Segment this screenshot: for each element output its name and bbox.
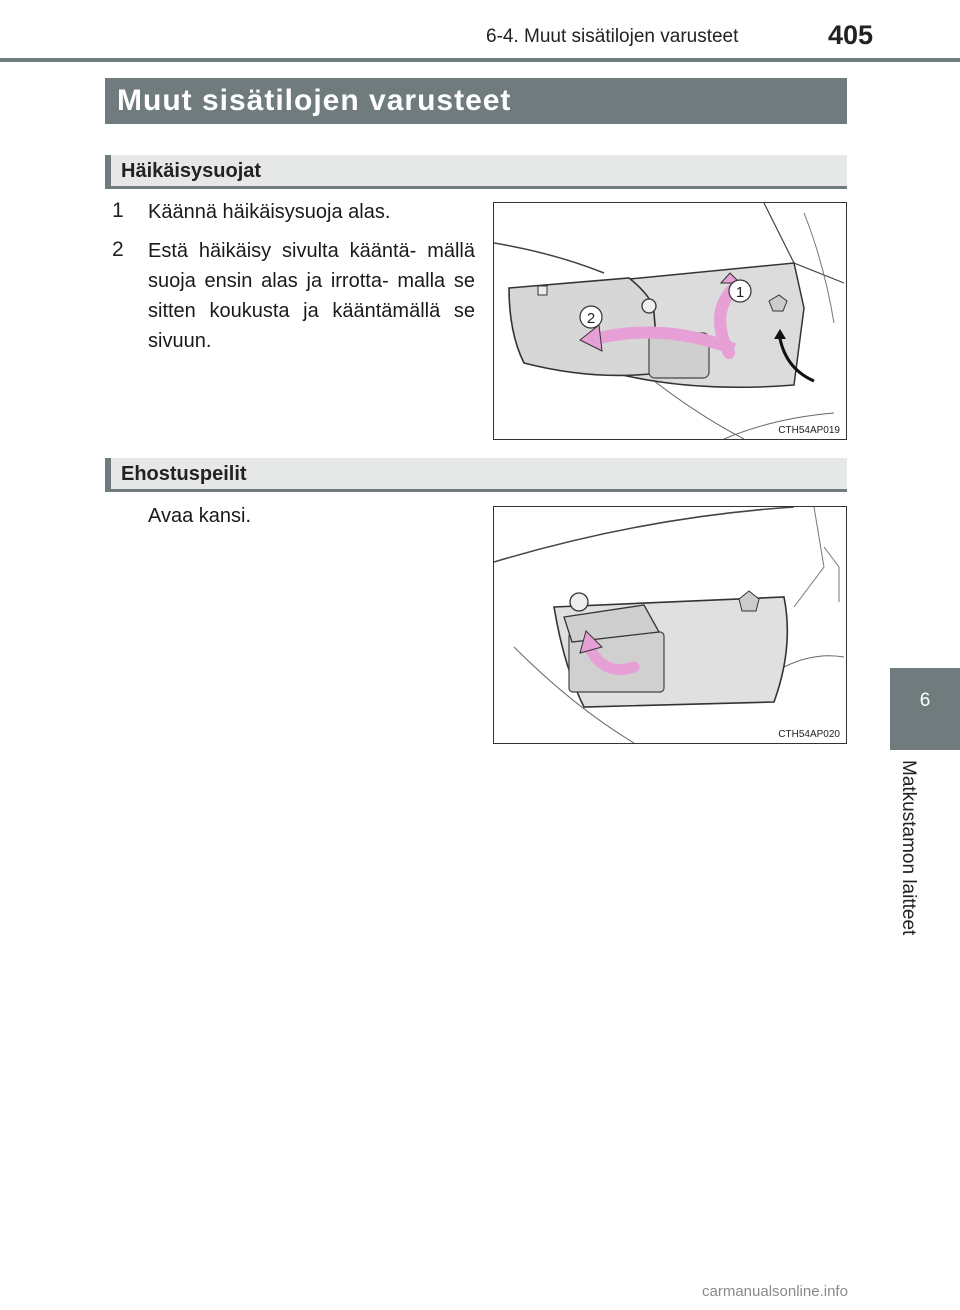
sun-visor-drawing — [494, 203, 846, 439]
main-title-banner: Muut sisätilojen varusteet — [105, 78, 847, 124]
callout-1: 1 — [735, 284, 745, 301]
page-number: 405 — [828, 20, 874, 50]
sun-visor-illustration — [493, 202, 847, 440]
chapter-number: 6 — [919, 690, 931, 711]
vanity-mirror-drawing — [494, 507, 846, 743]
vanity-mirror-illustration — [493, 506, 847, 744]
step-text: Estä häikäisy sivulta kääntä- mällä suoja ensin alas ja irrotta- malla se sitten koukusta ja kääntämällä se sivuun. — [148, 240, 475, 352]
header-rule — [0, 58, 960, 62]
section-heading-vanity-mirrors: Ehostuspeilit — [105, 458, 847, 492]
callout-2: 2 — [586, 310, 596, 327]
chapter-label: Matkustamon laitteet — [898, 760, 919, 936]
header-section-title: 6-4. Muut sisätilojen varusteet — [486, 26, 739, 47]
step-number: 2 — [112, 238, 124, 261]
instruction-text: Avaa kansi. — [148, 505, 252, 527]
section-heading-sun-visors: Häikäisysuojat — [105, 155, 847, 189]
watermark: carmanualsonline.info — [702, 1283, 848, 1300]
figure-code: CTH54AP020 — [778, 729, 840, 740]
figure-code: CTH54AP019 — [778, 425, 840, 436]
step-text: Käännä häikäisysuoja alas. — [148, 201, 391, 223]
step-number: 1 — [112, 199, 124, 222]
